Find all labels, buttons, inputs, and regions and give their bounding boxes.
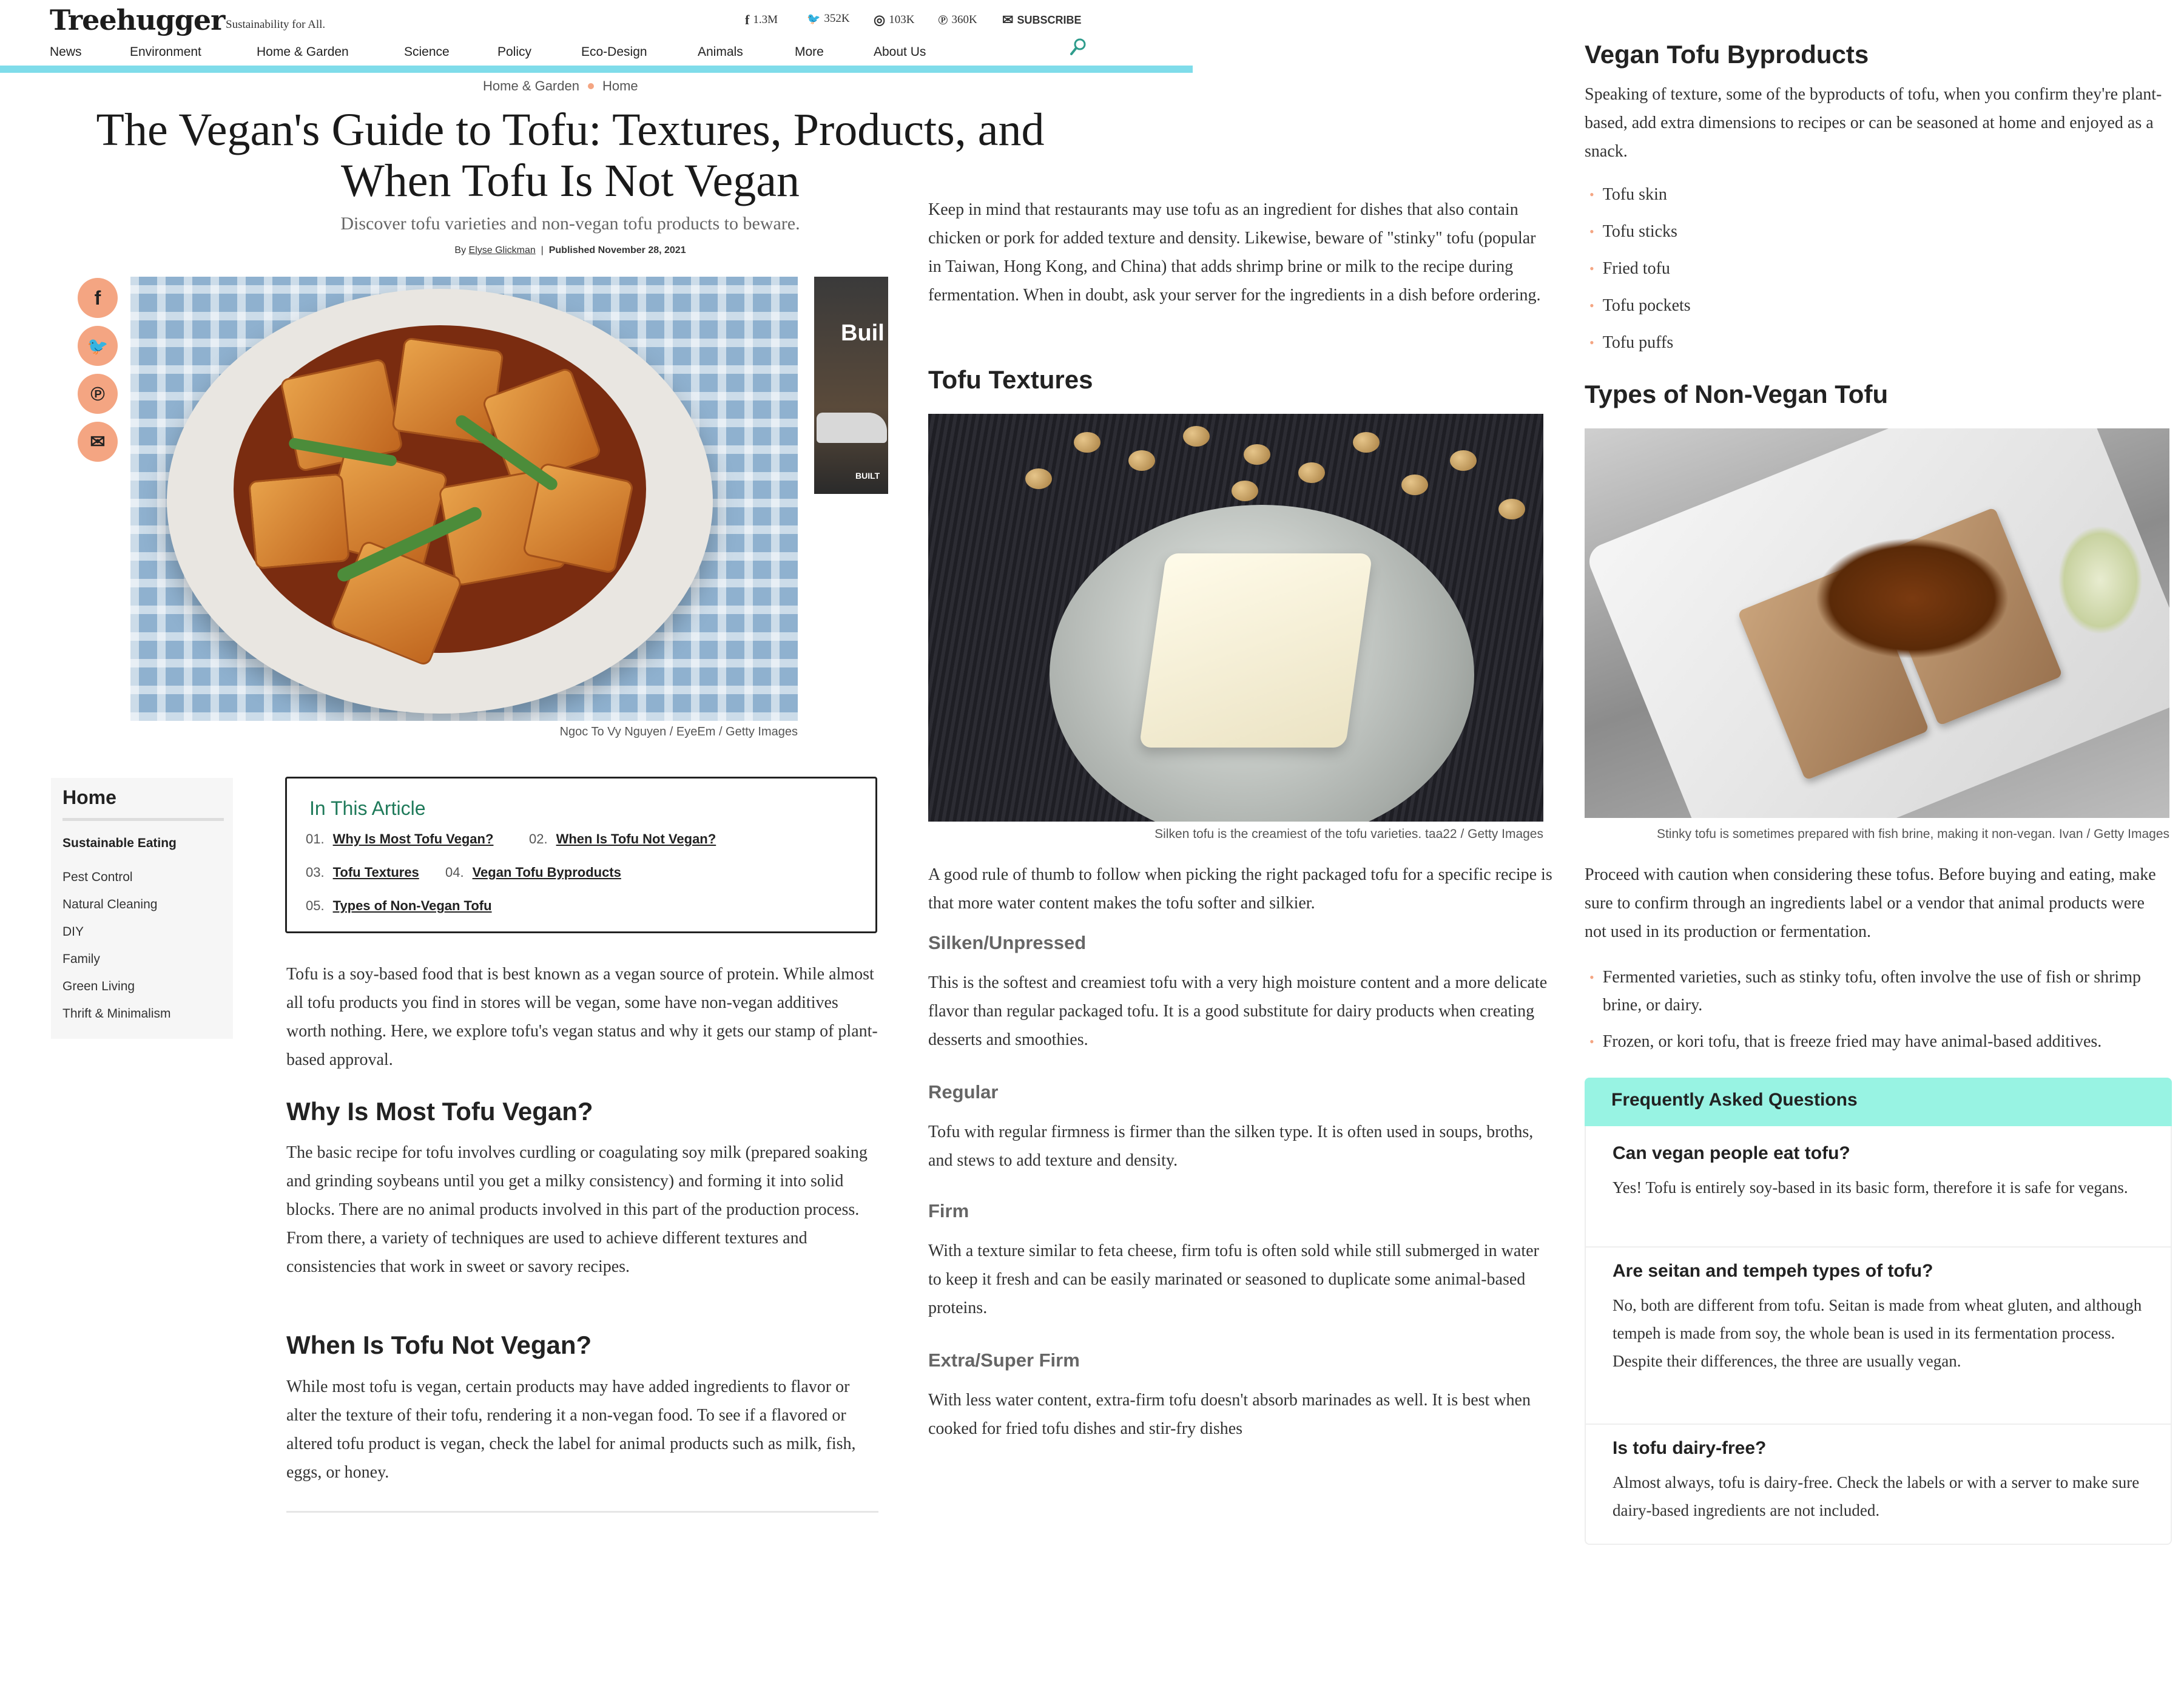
page-title: The Vegan's Guide to Tofu: Textures, Products, and When Tofu Is Not Vegan [96, 104, 1045, 206]
extra-firm-paragraph: With less water content, extra-firm tofu doesn't absorb marinades as well. It is best when cooked for fried tofu dishes and stir-fry dishes [928, 1391, 1531, 1438]
faq-divider [1586, 1246, 2171, 1248]
restaurant-paragraph: Keep in mind that restaurants may use tofu as an ingredient for dishes that also contain chicken or pork for added texture and density. Likewise, beware of "stinky" tofu (popular in Taiwan, Hong Kong, and China) that adds shrimp brine or milk to the recipe during fermentation. When in doubt, ask your server for the ingredients in a dish before ordering. [928, 200, 1541, 305]
ad-small-text: BUILT [855, 471, 880, 481]
heading-vegan-byproducts: Vegan Tofu Byproducts [1585, 40, 1869, 69]
author-link[interactable]: Elyse Glickman [468, 245, 536, 255]
social-instagram[interactable] [874, 12, 914, 28]
hero-image-credit: Ngoc To Vy Nguyen / EyeEm / Getty Images [559, 725, 798, 738]
nav-eco-design[interactable]: Eco-Design [581, 45, 647, 59]
breadcrumb-home-garden[interactable]: Home & Garden [483, 78, 579, 93]
faq-title: Frequently Asked Questions [1611, 1090, 1858, 1110]
intro-paragraph: Tofu is a soy-based food that is best known as a vegan source of protein. While almost all tofu products you find in stores will be vegan, some have non-vegan additives worth nothing. Here, we explore tofu's vegan status and why it gets our stamp of plant-based approval. [286, 965, 878, 1069]
heading-non-vegan-tofu: Types of Non-Vegan Tofu [1585, 380, 1889, 408]
share-pinterest-button[interactable] [78, 374, 118, 414]
rule-paragraph: A good rule of thumb to follow when picking the right packaged tofu for a specific recipe is that more water content makes the tofu softer and silkier. [928, 865, 1552, 913]
facebook-count: 1.3M [753, 13, 778, 26]
byproducts-paragraph: Speaking of texture, some of the byproducts of tofu, when you confirm they're plant-based, add extra dimensions to recipes or can be seasoned at home and enjoyed as a snack. [1585, 85, 2162, 161]
breadcrumb [483, 78, 638, 94]
instagram-icon: ◎ [874, 12, 886, 27]
social-twitter[interactable] [807, 12, 850, 25]
nav-accent-bar [0, 66, 1193, 73]
heading-tofu-textures: Tofu Textures [928, 365, 1093, 394]
heading-silken: Silken/Unpressed [928, 932, 1087, 953]
when-not-vegan-paragraph: While most tofu is vegan, certain products may have added ingredients to flavor or alter the texture of their tofu, rendering it a non-vegan food. To see if a flavored or altered tofu product is vegan, check the label for animal products such as milk, fish, eggs, or honey. [286, 1377, 856, 1482]
list-item: • Tofu pockets [1589, 296, 1691, 315]
pickled-cabbage [2058, 525, 2143, 635]
nav-news[interactable]: News [50, 45, 82, 59]
byline: By Elyse Glickman | Published November 28, 2021 [454, 245, 686, 255]
faq-question: Is tofu dairy-free? [1613, 1438, 1767, 1458]
page-subtitle: Discover tofu varieties and non-vegan tofu products to beware. [340, 214, 800, 234]
ad-headline: Buil [841, 320, 885, 346]
twitter-icon: 🐦 [87, 336, 109, 356]
pinterest-icon: ℗ [90, 382, 105, 405]
faq-answer: Almost always, tofu is dairy-free. Check the labels or with a server to make sure dairy-based ingredients are not included. [1613, 1473, 2140, 1519]
toc-item[interactable]: 04. Vegan Tofu Byproducts [445, 865, 621, 880]
sidebar-item-diy[interactable]: DIY [62, 925, 84, 939]
silken-tofu-image [928, 414, 1543, 822]
ad-car-graphic [817, 413, 887, 443]
heading-extra-firm: Extra/Super Firm [928, 1349, 1080, 1371]
instagram-count: 103K [889, 13, 915, 26]
regular-paragraph: Tofu with regular firmness is firmer than the silken type. It is often used in soups, broths, and stews to add texture and density. [928, 1123, 1534, 1170]
stinky-image-credit: Stinky tofu is sometimes prepared with fish brine, making it non-vegan. Ivan / Getty Images [1656, 827, 2169, 841]
byproducts-list [1589, 181, 1691, 357]
social-pinterest[interactable] [938, 12, 977, 28]
list-item: • Tofu sticks [1589, 222, 1677, 241]
nav-about-us[interactable]: About Us [874, 45, 926, 59]
faq-answer: No, both are different from tofu. Seitan is made from wheat gluten, and although tempeh is made from soy, the whole bean is used in its fermentation process. Despite their differences, the three are usually vegan. [1613, 1296, 2142, 1370]
twitter-icon: 🐦 [807, 12, 821, 25]
breadcrumb-separator [588, 83, 594, 89]
sidebar-item-thrift-minimalism[interactable]: Thrift & Minimalism [62, 1007, 171, 1021]
faq-divider [1586, 1424, 2171, 1425]
pinterest-icon: ℗ [938, 12, 948, 27]
nav-animals[interactable]: Animals [698, 45, 743, 59]
firm-paragraph: With a texture similar to feta cheese, firm tofu is often sold while still submerged in water to keep it fresh and can be easily marinated or seasoned to duplicate some animal-based proteins. [928, 1241, 1539, 1317]
subscribe-link[interactable]: ✉ SUBSCRIBE [1002, 12, 1082, 27]
sidebar-title[interactable]: Home [62, 786, 116, 808]
why-vegan-paragraph: The basic recipe for tofu involves curdling or coagulating soy milk (prepared soaking and grinding soybeans until you get a milky consistency) and forming it into solid blocks. There are no animal products involved in this part of the production process. From there, a variety of techniques are used to achieve different textures and consistencies that work in sweet or savory recipes. [286, 1143, 868, 1276]
list-item: • Tofu puffs [1589, 333, 1674, 352]
faq-question: Can vegan people eat tofu? [1613, 1143, 1850, 1163]
share-email-button[interactable] [78, 422, 118, 462]
toc-item[interactable]: 03. Tofu Textures [306, 865, 419, 880]
list-item: • Tofu skin [1589, 185, 1667, 204]
toc-item[interactable]: 02. When Is Tofu Not Vegan? [529, 831, 716, 846]
search-icon[interactable] [1069, 38, 1087, 56]
non-vegan-list [1589, 964, 2167, 1056]
sidebar-item-family[interactable]: Family [62, 952, 100, 966]
site-logo[interactable]: Treehugger [50, 4, 225, 36]
social-facebook[interactable] [745, 12, 778, 28]
faq-question: Are seitan and tempeh types of tofu? [1613, 1261, 1933, 1281]
nav-home-garden[interactable]: Home & Garden [257, 45, 349, 59]
toc-title: In This Article [309, 797, 426, 819]
mail-icon: ✉ [90, 431, 106, 452]
twitter-count: 352K [824, 12, 850, 25]
list-item: • Fried tofu [1589, 259, 1670, 278]
nav-science[interactable]: Science [404, 45, 450, 59]
heading-why-vegan: Why Is Most Tofu Vegan? [286, 1097, 593, 1126]
heading-when-not-vegan: When Is Tofu Not Vegan? [286, 1331, 592, 1359]
stinky-tofu-image [1585, 428, 2169, 818]
share-facebook-button[interactable] [78, 278, 118, 318]
site-tagline: Sustainability for All. [226, 18, 326, 31]
toc-item[interactable]: 05. Types of Non-Vegan Tofu [306, 898, 492, 913]
nav-environment[interactable]: Environment [130, 45, 201, 59]
ad-banner[interactable] [814, 277, 888, 494]
sidebar-item-sustainable-eating[interactable]: Sustainable Eating [62, 836, 177, 850]
faq-answer: Yes! Tofu is entirely soy-based in its basic form, therefore it is safe for vegans. [1613, 1178, 2128, 1197]
publish-date: Published November 28, 2021 [548, 245, 686, 255]
share-twitter-button[interactable] [78, 326, 118, 366]
silken-tofu-block [1139, 553, 1373, 748]
sidebar-item-natural-cleaning[interactable]: Natural Cleaning [62, 897, 158, 911]
facebook-icon: f [745, 12, 750, 27]
hero-image [130, 277, 798, 721]
non-vegan-paragraph: Proceed with caution when considering these tofus. Before buying and eating, make sure to confirm through an ingredients label or a vendor that animal products were not used in its production or fermentation. [1585, 865, 2156, 941]
column-divider [286, 1511, 878, 1513]
silken-paragraph: This is the softest and creamiest tofu with a very high moisture content and a more delicate flavor than regular packaged tofu. It is a good substitute for dairy products when creating desserts and smoothies. [928, 973, 1548, 1049]
nav-policy[interactable]: Policy [497, 45, 532, 59]
silken-image-credit: Silken tofu is the creamiest of the tofu varieties. taa22 / Getty Images [1154, 827, 1543, 841]
toc-item[interactable]: 01. Why Is Most Tofu Vegan? [306, 831, 494, 846]
facebook-icon: f [94, 286, 101, 309]
stinky-sauce [1815, 538, 2009, 659]
mail-icon: ✉ [1002, 12, 1014, 27]
sidebar-item-pest-control[interactable]: Pest Control [62, 870, 133, 884]
breadcrumb-home[interactable]: Home [602, 78, 638, 93]
heading-regular: Regular [928, 1081, 999, 1103]
pinterest-count: 360K [951, 13, 977, 26]
sidebar-divider [62, 818, 224, 821]
nav-more[interactable]: More [795, 45, 824, 59]
sidebar-item-green-living[interactable]: Green Living [62, 979, 135, 993]
heading-firm: Firm [928, 1200, 969, 1221]
list-item: • Fermented varieties, such as stinky tofu, often involve the use of fish or shrimp brine, or dairy. [1589, 968, 2141, 1015]
list-item: • Frozen, or kori tofu, that is freeze fried may have animal-based additives. [1589, 1032, 2102, 1051]
